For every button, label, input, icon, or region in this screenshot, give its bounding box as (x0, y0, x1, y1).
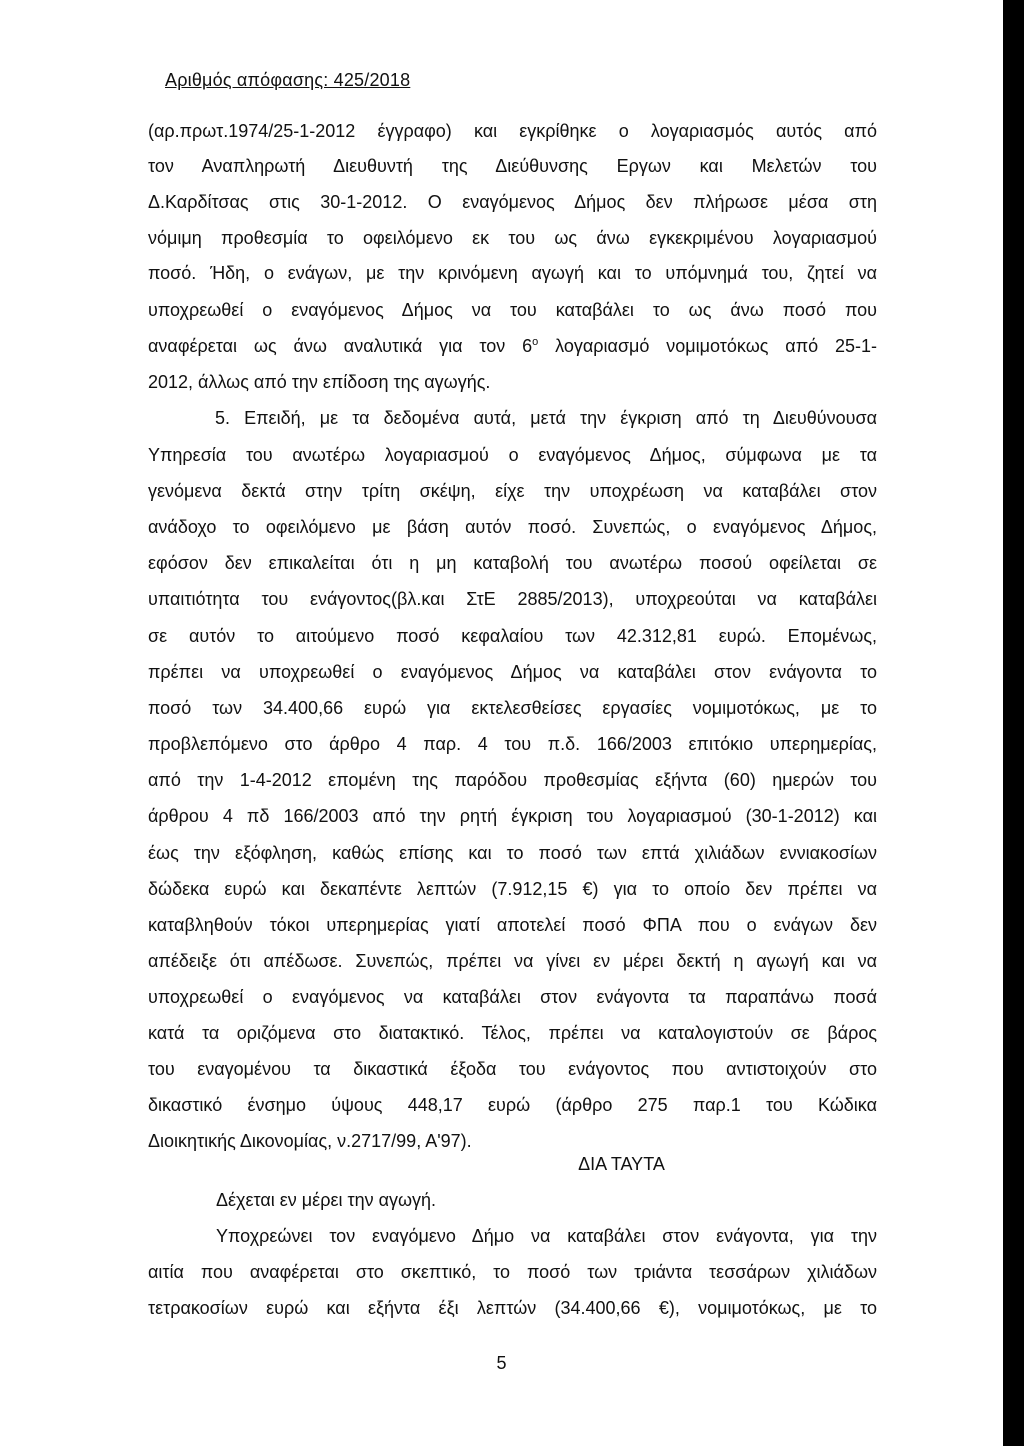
text-line: κατά τα οριζόμενα στο διατακτικό. Τέλος, πρέπει να καταλογιστούν σε βάρος (148, 1023, 877, 1043)
text-line: 5. Επειδή, με τα δεδομένα αυτά, μετά την έγκριση από τη Διευθύνουσα (215, 408, 877, 428)
decision-line: τετρακοσίων ευρώ και εξήντα έξι λεπτών (34.400,66 €), νομιμοτόκως, με το (148, 1298, 877, 1318)
text-line: από την 1-4-2012 επομένη της παρόδου προθεσμίας εξήντα (60) ημερών του (148, 770, 877, 790)
text-line: υποχρεωθεί ο εναγόμενος Δήμος να του καταβάλει το ως άνω ποσό που (148, 300, 877, 320)
decision-line: αιτία που αναφέρεται στο σκεπτικό, το ποσό των τριάντα τεσσάρων χιλιάδων (148, 1262, 877, 1282)
decision-number-header: Αριθμός απόφασης: 425/2018 (165, 70, 411, 90)
text-line: εφόσον δεν επικαλείται ότι η μη καταβολή του ανωτέρω ποσού οφείλεται σε (148, 553, 877, 573)
section-title: ΔΙΑ ΤΑΥΤΑ (578, 1154, 665, 1174)
text-line: δώδεκα ευρώ και δεκαπέντε λεπτών (7.912,15 €) για το οποίο δεν πρέπει να (148, 879, 877, 899)
text-line: πρέπει να υποχρεωθεί ο εναγόμενος Δήμος να καταβάλει στον ενάγοντα το (148, 662, 877, 682)
text-line: τον Αναπληρωτή Διευθυντή της Διεύθυνσης Εργων και Μελετών του (148, 156, 877, 176)
text-line: ανάδοχο το οφειλόμενο με βάση αυτόν ποσό. Συνεπώς, ο εναγόμενος Δήμος, (148, 517, 877, 537)
text-line: ποσό. Ήδη, ο ενάγων, με την κρινόμενη αγωγή και το υπόμνημά του, ζητεί να (148, 263, 877, 283)
text-line: νόμιμη προθεσμία το οφειλόμενο εκ του ως άνω εγκεκριμένου λογαριασμού (148, 228, 877, 248)
text-line: προβλεπόμενο στο άρθρο 4 παρ. 4 του π.δ. 166/2003 επιτόκιο υπερημερίας, (148, 734, 877, 754)
text-line: Διοικητικής Δικονομίας, ν.2717/99, Α'97). (148, 1131, 472, 1151)
text-line: αναφέρεται ως άνω αναλυτικά για τον $6^o$ λογαριασμό νομιμοτόκως από 25-1- (148, 336, 878, 356)
text-line: δικαστικό ένσημο ύψους 448,17 ευρώ (άρθρο 275 παρ.1 του Κώδικα (148, 1095, 877, 1115)
text-line: καταβληθούν τόκοι υπερημερίας γιατί αποτελεί ποσό ΦΠΑ που ο ενάγων δεν (148, 915, 877, 935)
text-line: υποχρεωθεί ο εναγόμενος να καταβάλει στον ενάγοντα τα παραπάνω ποσά (148, 987, 877, 1007)
text-line: υπαιτιότητα του ενάγοντος(βλ.και ΣτΕ 2885/2013), υποχρεούται να καταβάλει (148, 589, 877, 609)
text-line: έως την εξόφληση, καθώς επίσης και το ποσό των επτά χιλιάδων εννιακοσίων (148, 843, 877, 863)
text-line: απέδειξε ότι απέδωσε. Συνεπώς, πρέπει να γίνει εν μέρει δεκτή η αγωγή και να (148, 951, 877, 971)
text-line: γενόμενα δεκτά στην τρίτη σκέψη, είχε την υποχρέωση να καταβάλει στον (148, 481, 877, 501)
page-number: 5 (496, 1353, 507, 1373)
decision-line: Δέχεται εν μέρει την αγωγή. (216, 1190, 437, 1210)
text-line: του εναγομένου τα δικαστικά έξοδα του ενάγοντος που αντιστοιχούν στο (148, 1059, 877, 1079)
text-line: 2012, άλλως από την επίδοση της αγωγής. (148, 372, 491, 392)
decision-line: Υποχρεώνει τον εναγόμενο Δήμο να καταβάλει στον ενάγοντα, για την (216, 1226, 877, 1246)
text-line: ποσό των 34.400,66 ευρώ για εκτελεσθείσες εργασίες νομιμοτόκως, με το (148, 698, 877, 718)
text-line: Δ.Καρδίτσας στις 30-1-2012. Ο εναγόμενος Δήμος δεν πλήρωσε μέσα στη (148, 192, 877, 212)
text-line: Υπηρεσία του ανωτέρω λογαριασμού ο εναγόμενος Δήμος, σύμφωνα με τα (148, 445, 877, 465)
text-line: σε αυτόν το αιτούμενο ποσό κεφαλαίου των 42.312,81 ευρώ. Επομένως, (148, 626, 877, 646)
text-line: (αρ.πρωτ.1974/25-1-2012 έγγραφο) και εγκρίθηκε ο λογαριασμός αυτός από (148, 121, 877, 141)
text-line: άρθρου 4 πδ 166/2003 από την ρητή έγκριση του λογαριασμού (30-1-2012) και (148, 806, 877, 826)
